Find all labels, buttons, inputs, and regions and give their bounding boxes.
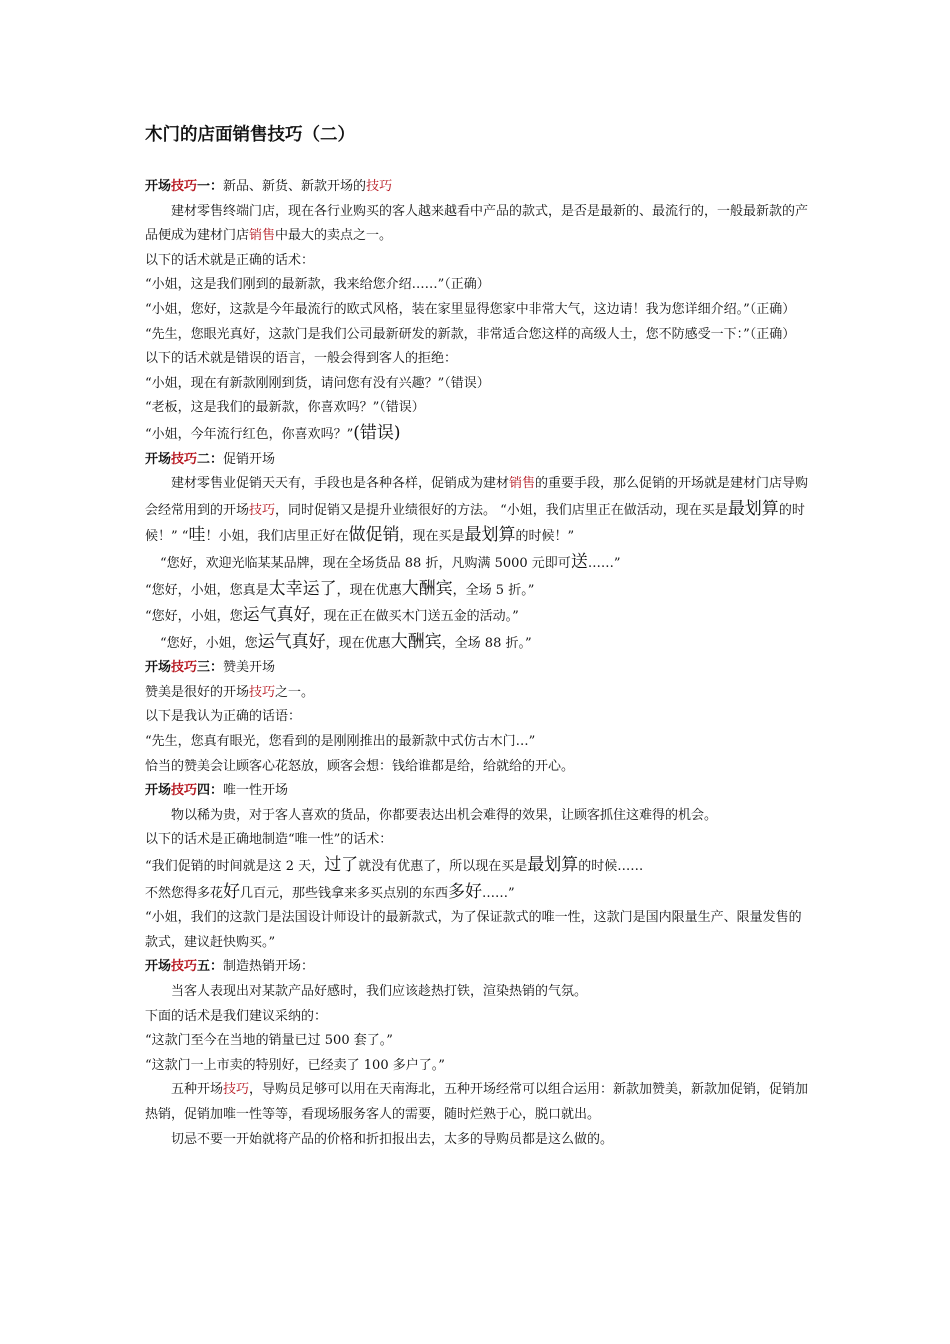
quote-line: “小姐，我们的这款门是法国设计师设计的最新款式，为了保证款式的唯一性，这款门是国内限量生产、限量发售的款式，建议赶快购买。” bbox=[145, 910, 802, 950]
paragraph: 恰当的赞美会让顾客心花怒放，顾客会想：钱给谁都是给，给就给的开心。 bbox=[145, 758, 575, 774]
quote-line: “您好，小姐，您运气真好，现在正在做买木门送五金的活动。” bbox=[145, 605, 519, 626]
paragraph: 当客人表现出对某款产品好感时，我们应该趁热打铁，渲染热销的气氛。 bbox=[171, 984, 588, 999]
quote-line: “老板，这是我们的最新款，你喜欢吗？”（错误） bbox=[145, 400, 425, 416]
quote-line: “小姐，今年流行红色，你喜欢吗？”(错误) bbox=[145, 422, 401, 443]
paragraph: 赞美是很好的开场技巧之一。 bbox=[145, 684, 315, 700]
section-3-heading: 开场技巧三：赞美开场 bbox=[145, 660, 276, 676]
quote-line: “我们促销的时间就是这 2 天，过了就没有优惠了，所以现在买是最划算的时候…… bbox=[145, 855, 644, 876]
section-5-heading: 开场技巧五：制造热销开场： bbox=[145, 959, 315, 975]
quote-line: “小姐，这是我们刚到的最新款，我来给您介绍……”（正确） bbox=[145, 277, 490, 293]
paragraph: 以下的话术是正确地制造“唯一性”的话术： bbox=[145, 832, 393, 848]
paragraph: 以下是我认为正确的话语： bbox=[145, 709, 302, 725]
paragraph: 下面的话术是我们建议采纳的： bbox=[145, 1008, 328, 1024]
quote-line: “小姐，现在有新款刚刚到货，请问您有没有兴趣？”（错误） bbox=[145, 375, 490, 391]
quote-line: “您好，小姐，您真是太幸运了，现在优惠大酬宾，全场 5 折。” bbox=[145, 578, 535, 599]
section-1-heading: 开场技巧一：新品、新货、新款开场的技巧 bbox=[145, 179, 393, 194]
paragraph: 以下的话术就是错误的语言，一般会得到客人的拒绝： bbox=[145, 351, 458, 367]
document-page bbox=[145, 122, 810, 1152]
paragraph: 建材零售终端门店，现在各行业购买的客人越来越看中产品的款式，是否是最新的、最流行的，一般最新款的产品便成为建材门店销售中最大的卖点之一。 bbox=[145, 203, 809, 244]
quote-line: “小姐，您好，这款是今年最流行的欧式风格，装在家里显得您家中非常大气，这边请！我为您详细介绍。”（正确） bbox=[145, 301, 796, 317]
paragraph: 建材零售业促销天天有，手段也是各种各样，促销成为建材销售的重要手段，那么促销的开场就是建材门店导购会经常用到的开场技巧，同时促销又是提升业绩很好的方法。 “小姐，我们店里正在做活动，现在买是最划算的时候！” “哇！小姐，我们店里正好在做促销，现在买是最划算的时候！” bbox=[145, 476, 809, 546]
quote-line: “先生，您眼光真好，这款门是我们公司最新研发的新款，非常适合您这样的高级人士，您不防感受一下：”（正确） bbox=[145, 326, 796, 342]
paragraph: 五种开场技巧，导购员足够可以用在天南海北，五种开场经常可以组合运用：新款加赞美，新款加促销，促销加热销，促销加唯一性等等，看现场服务客人的需要，随时烂熟于心，脱口就出。 bbox=[145, 1082, 809, 1122]
quote-line: “这款门一上市卖的特别好，已经卖了 100 多户了。” bbox=[145, 1057, 445, 1073]
quote-line: “您好，欢迎光临某某品牌，现在全场货品 88 折，凡购满 5000 元即可送……” bbox=[160, 551, 621, 572]
quote-line: “先生，您真有眼光，您看到的是刚刚推出的最新款中式仿古木门…” bbox=[145, 734, 536, 750]
quote-line: 不然您得多花好几百元，那些钱拿来多买点别的东西多好……” bbox=[145, 881, 515, 902]
quote-line: “这款门至今在当地的销量已过 500 套了。” bbox=[145, 1033, 393, 1049]
section-2-heading: 开场技巧二：促销开场 bbox=[145, 451, 276, 467]
paragraph: 以下的话术就是正确的话术： bbox=[145, 252, 315, 268]
paragraph: 切忌不要一开始就将产品的价格和折扣报出去，太多的导购员都是这么做的。 bbox=[171, 1131, 614, 1147]
section-4-heading: 开场技巧四：唯一性开场 bbox=[145, 783, 289, 799]
paragraph: 物以稀为贵，对于客人喜欢的货品，你都要表达出机会难得的效果，让顾客抓住这难得的机会。 bbox=[171, 807, 718, 823]
quote-line: “您好，小姐，您运气真好，现在优惠大酬宾，全场 88 折。” bbox=[160, 631, 532, 652]
document-title: 木门的店面销售技巧（二） bbox=[145, 125, 355, 145]
